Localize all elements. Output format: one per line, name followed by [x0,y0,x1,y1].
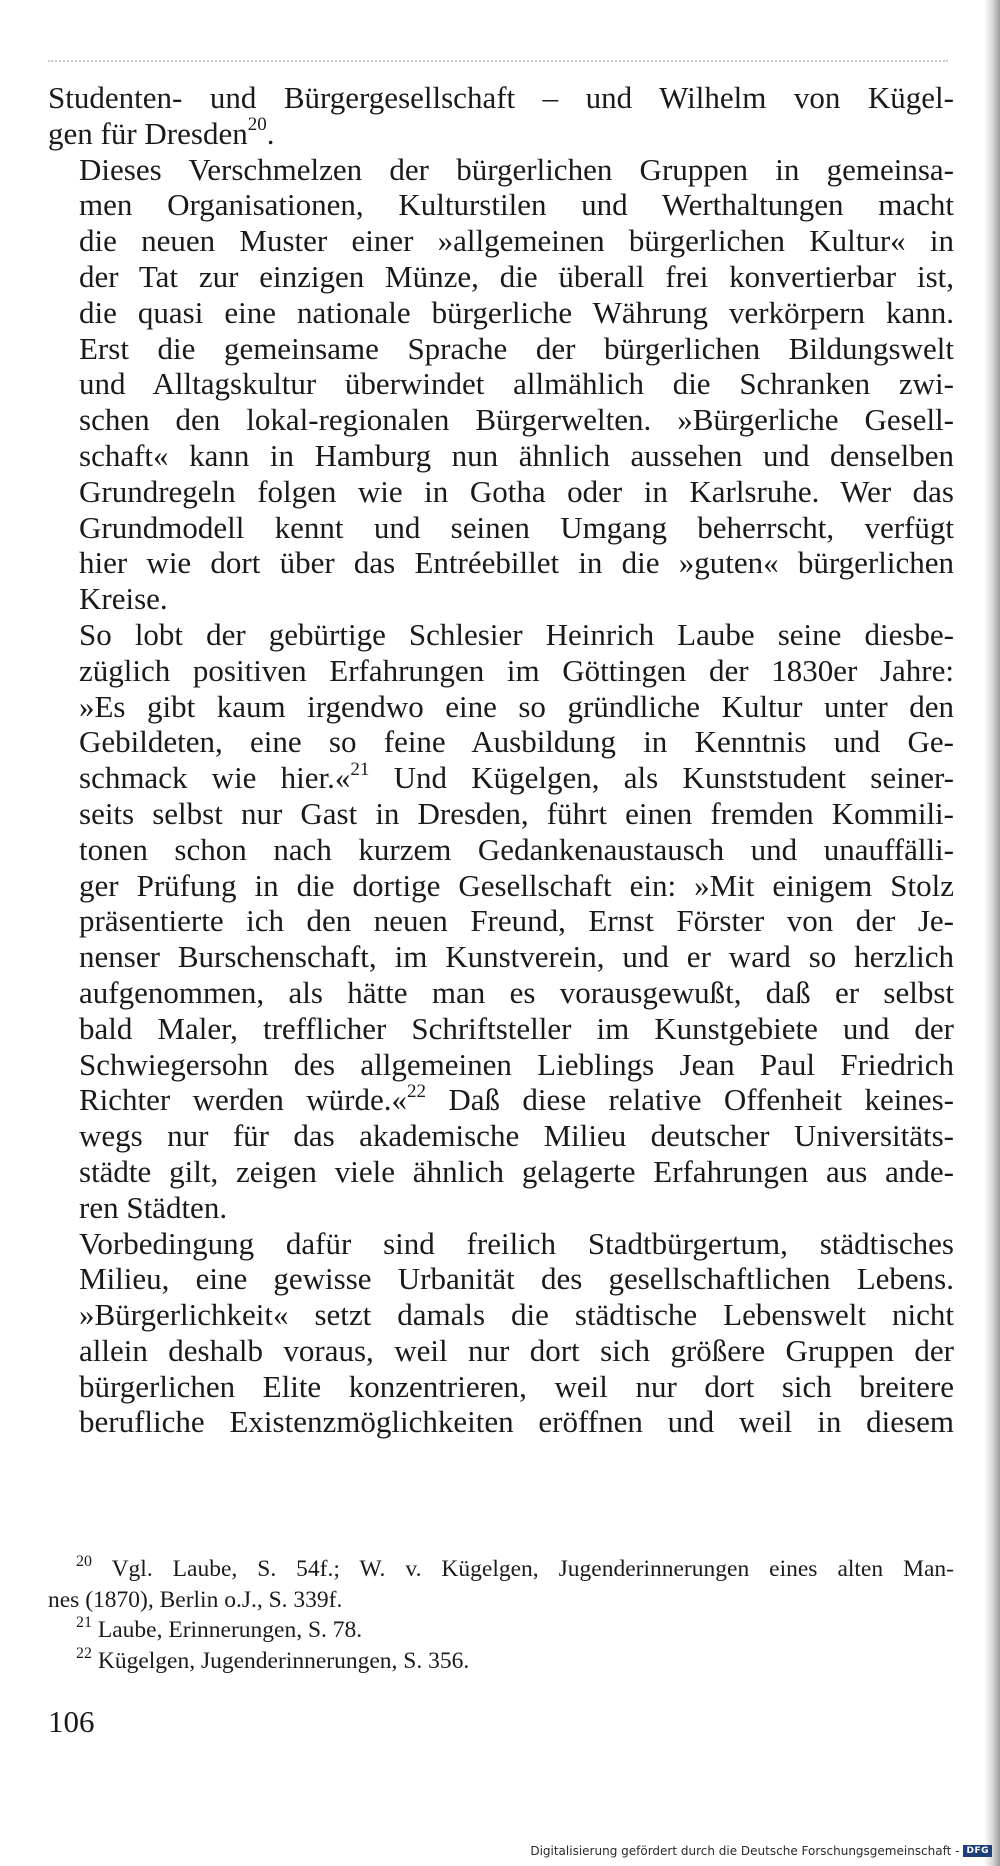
paragraph [48,1226,954,1441]
footnote-number: 22 [76,1644,92,1662]
text-line: züglich positiven Erfahrungen im Göttingen der 1830er Jahre: [79,652,954,688]
text-line: und Alltagskultur überwindet allmählich die Schranken zwi- [79,366,954,402]
text-line: Erst die gemeinsame Sprache der bürgerlichen Bildungswelt [79,330,954,366]
text-line: aufgenommen, als hätte man es vorausgewußt, daß er selbst [79,974,954,1010]
text-line: Dieses Verschmelzen der bürgerlichen Gruppen in gemeinsa- [79,151,954,187]
text-line: »Bürgerlichkeit« setzt damals die städtische Lebenswelt nicht [79,1297,954,1333]
paragraph [48,152,954,617]
text-line: nenser Burschenschaft, im Kunstverein, und er ward so herzlich [79,939,954,975]
text-line: Milieu, eine gewisse Urbanität des gesellschaftlichen Lebens. [79,1261,954,1297]
text-line: Gebildeten, eine so feine Ausbildung in Kenntnis und Ge- [79,724,954,760]
footnote-line: $^{22}$ Kügelgen, Jugenderinnerungen, S. 356. [76,1644,470,1674]
text-line: die quasi eine nationale bürgerliche Währung verkörpern kann. [79,294,954,330]
paragraph [48,617,954,1226]
text-line: seits selbst nur Gast in Dresden, führt einen fremden Kommili- [79,795,954,831]
digitization-credit [530,1844,992,1858]
paragraph [48,80,954,152]
text-line: bürgerlichen Elite konzentrieren, weil nur dort sich breitere [79,1368,954,1404]
text-line: ren Städten. [79,1189,228,1225]
text-line: hier wie dort über das Entréebillet in die »guten« bürgerlichen [79,545,954,581]
text-line: Studenten- und Bürgergesellschaft – und Wilhelm von Kügel- [48,80,954,115]
page-edge-shadow [984,0,1000,1866]
footnote-marker: 22 [406,1080,426,1102]
text-line: die neuen Muster einer »allgemeinen bürgerlichen Kultur« in [79,223,954,259]
dfg-logo: DFG [963,1845,992,1857]
text-line: tonen schon nach kurzem Gedankenaustausch und unauffälli- [79,831,954,867]
text-line: wegs nur für das akademische Milieu deutscher Universitäts- [79,1118,954,1154]
footnote-20 [48,1554,954,1615]
text-line: bald Maler, trefflicher Schriftsteller im Kunstgebiete und der [79,1010,954,1046]
text-line: präsentierte ich den neuen Freund, Ernst Förster von der Je- [79,903,954,939]
text-line: men Organisationen, Kulturstilen und Werthaltungen macht [79,187,954,223]
text-line: schaft« kann in Hamburg nun ähnlich aussehen und denselben [79,437,954,473]
text-line: So lobt der gebürtige Schlesier Heinrich Laube seine diesbe- [79,616,954,652]
footnote-22 [48,1646,954,1677]
text-line: der Tat zur einzigen Münze, die überall frei konvertierbar ist, [79,258,954,294]
footnote-line: nes (1870), Berlin o.J., S. 339f. [48,1586,343,1613]
text-line: Vorbedingung dafür sind freilich Stadtbürgertum, städtisches [79,1225,954,1261]
scan-dotted-rule [48,60,948,64]
text-line: schmack wie hier.«$^{21}$ Und Kügelgen, als Kunststudent seiner- [79,758,954,796]
text-line: schen den lokal-regionalen Bürgerwelten. »Bürgerliche Gesell- [79,402,954,438]
text-line: Richter werden würde.«$^{22}$ Daß diese relative Offenheit keines- [79,1080,954,1118]
text-line: berufliche Existenzmöglichkeiten eröffnen und weil in diesem [79,1404,954,1440]
footnote-number: 21 [76,1614,92,1632]
footnote-number: 20 [76,1553,92,1571]
page-number: 106 [48,1704,95,1739]
credit-text: Digitalisierung gefördert durch die Deutsche Forschungsgemeinschaft - [530,1844,960,1858]
text-line: städte gilt, zeigen viele ähnlich gelagerte Erfahrungen aus ande- [79,1153,954,1189]
text-line: Grundregeln folgen wie in Gotha oder in Karlsruhe. Wer das [79,473,954,509]
text-line: »Es gibt kaum irgendwo eine so gründliche Kultur unter den [79,688,954,724]
footnote-line: $^{20}$ Vgl. Laube, S. 54f.; W. v. Kügelgen, Jugenderinnerungen eines alten Man- [76,1553,954,1582]
text-line: Grundmodell kennt und seinen Umgang beherrscht, verfügt [79,509,954,545]
footnote-marker: 20 [247,114,267,136]
text-line: allein deshalb voraus, weil nur dort sich größere Gruppen der [79,1332,954,1368]
footnote-marker: 21 [350,758,370,780]
body-text [48,80,954,1440]
footnotes [48,1554,954,1676]
text-line: gen für Dresden$^{20}$. [48,114,275,151]
text-line: ger Prüfung in die dortige Gesellschaft ein: »Mit einigem Stolz [79,867,954,903]
footnote-21 [48,1615,954,1646]
text-line: Schwiegersohn des allgemeinen Lieblings Jean Paul Friedrich [79,1046,954,1082]
footnote-line: $^{21}$ Laube, Erinnerungen, S. 78. [76,1614,363,1643]
text-line: Kreise. [79,581,168,617]
